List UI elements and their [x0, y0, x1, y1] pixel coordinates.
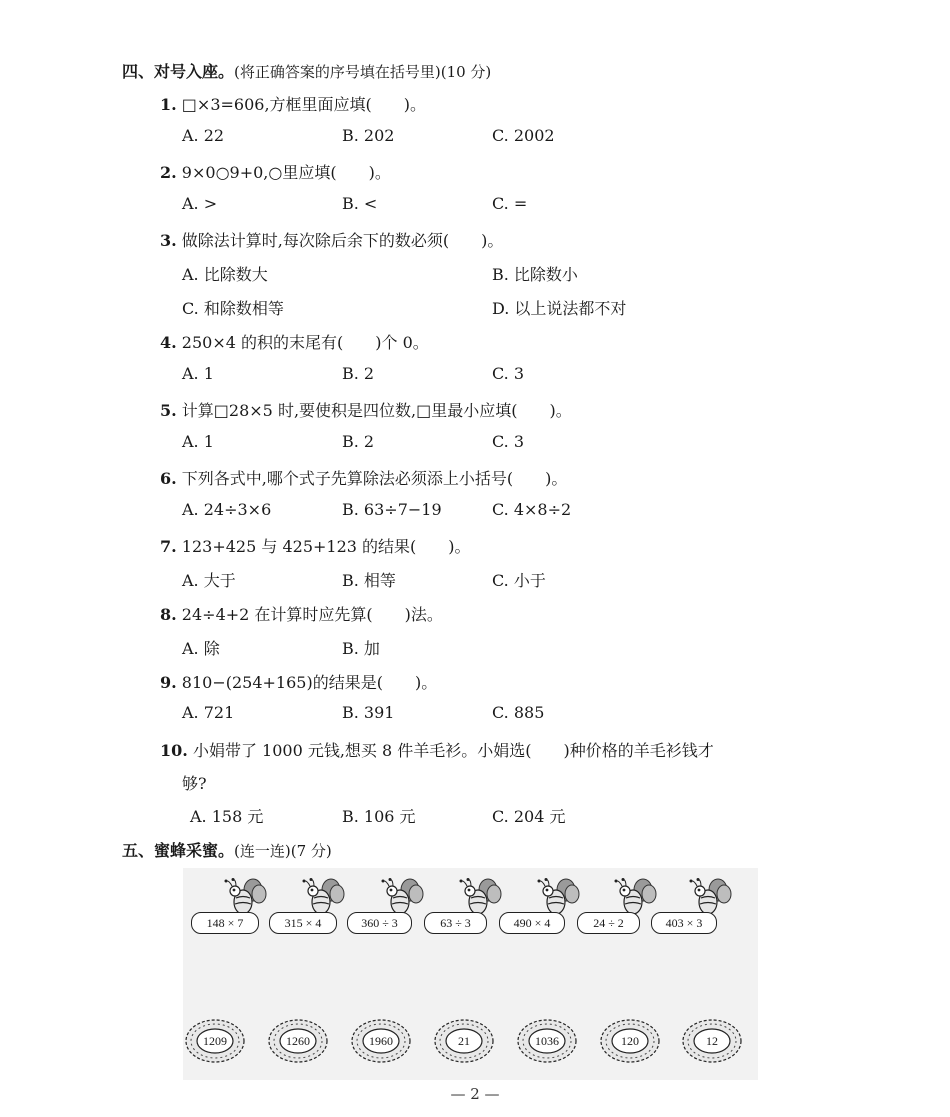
q3-option-d: D. 以上说法都不对	[492, 299, 627, 318]
bee-expression-7: 403 × 3	[651, 912, 717, 934]
flower-3	[350, 1018, 412, 1064]
flower-6	[599, 1018, 661, 1064]
section-5-note: (连一连)(7 分)	[234, 842, 332, 860]
flower-2	[267, 1018, 329, 1064]
flower-value-7: 12	[706, 1034, 718, 1048]
q4-option-c: C. 3	[492, 364, 525, 383]
section-4-note: (将正确答案的序号填在括号里)(10 分)	[234, 63, 492, 81]
q7-option-b: B. 相等	[342, 571, 396, 590]
question-10-continued: 够?	[182, 774, 207, 793]
flower-value-2: 1260	[286, 1034, 310, 1048]
q5-option-b: B. 2	[342, 432, 375, 451]
bee-expression-3: 360 ÷ 3	[347, 912, 412, 934]
question-8: 8. 24÷4+2 在计算时应先算( )法。	[160, 605, 443, 624]
q10-option-c: C. 204 元	[492, 807, 566, 826]
q7-option-a: A. 大于	[182, 571, 236, 590]
bee-expression-5: 490 × 4	[499, 912, 565, 934]
section-5-title	[122, 838, 332, 861]
section-4-heading: 四、对号入座。	[122, 62, 235, 81]
question-3: 3. 做除法计算时,每次除后余下的数必须( )。	[160, 231, 504, 250]
bee-expression-4: 63 ÷ 3	[424, 912, 487, 934]
q1-option-a: A. 22	[182, 126, 225, 145]
page-number: — 2 —	[450, 1085, 500, 1103]
q4-option-b: B. 2	[342, 364, 375, 383]
q3-option-c: C. 和除数相等	[182, 299, 284, 318]
q2-option-a: A. >	[182, 194, 218, 213]
flower-4	[433, 1018, 495, 1064]
bee-expression-6: 24 ÷ 2	[577, 912, 640, 934]
q1-option-b: B. 202	[342, 126, 395, 145]
section-5-heading: 五、蜜蜂采蜜。	[122, 841, 235, 860]
q8-option-a: A. 除	[182, 639, 220, 658]
bee-expression-1: 148 × 7	[191, 912, 259, 934]
q5-option-a: A. 1	[182, 432, 214, 451]
section-4-title	[122, 59, 491, 82]
question-6: 6. 下列各式中,哪个式子先算除法必须添上小括号( )。	[160, 469, 568, 488]
q4-option-a: A. 1	[182, 364, 214, 383]
q1-option-c: C. 2002	[492, 126, 555, 145]
flower-value-4: 21	[458, 1034, 470, 1048]
bee-matching-diagram	[183, 868, 758, 1080]
q3-option-a: A. 比除数大	[182, 265, 268, 284]
question-5: 5. 计算□28×5 时,要使积是四位数,□里最小应填( )。	[160, 401, 572, 420]
q6-option-a: A. 24÷3×6	[182, 500, 272, 519]
q9-option-a: A. 721	[182, 703, 235, 722]
q5-option-c: C. 3	[492, 432, 525, 451]
q2-option-b: B. <	[342, 194, 378, 213]
q3-option-b: B. 比除数小	[492, 265, 578, 284]
question-2: 2. 9×0○9+0,○里应填( )。	[160, 163, 391, 182]
flower-7	[681, 1018, 743, 1064]
q9-option-b: B. 391	[342, 703, 395, 722]
q10-option-a: A. 158 元	[190, 807, 264, 826]
q6-option-b: B. 63÷7−19	[342, 500, 442, 519]
flower-5	[516, 1018, 578, 1064]
bee-expression-2: 315 × 4	[269, 912, 337, 934]
q9-option-c: C. 885	[492, 703, 545, 722]
flower-value-1: 1209	[203, 1034, 227, 1048]
question-9: 9. 810−(254+165)的结果是( )。	[160, 673, 438, 692]
q8-option-b: B. 加	[342, 639, 380, 658]
question-7: 7. 123+425 与 425+123 的结果( )。	[160, 537, 471, 556]
flower-value-6: 120	[621, 1034, 639, 1048]
flower-value-3: 1960	[369, 1034, 393, 1048]
flower-1	[184, 1018, 246, 1064]
q7-option-c: C. 小于	[492, 571, 546, 590]
q10-option-b: B. 106 元	[342, 807, 416, 826]
question-1: 1. □×3=606,方框里面应填( )。	[160, 95, 427, 114]
question-10: 10. 小娟带了 1000 元钱,想买 8 件羊毛衫。小娟选( )种价格的羊毛衫钱才	[160, 741, 714, 760]
flower-value-5: 1036	[535, 1034, 559, 1048]
q2-option-c: C. =	[492, 194, 528, 213]
q6-option-c: C. 4×8÷2	[492, 500, 572, 519]
question-4: 4. 250×4 的积的末尾有( )个 0。	[160, 333, 429, 352]
